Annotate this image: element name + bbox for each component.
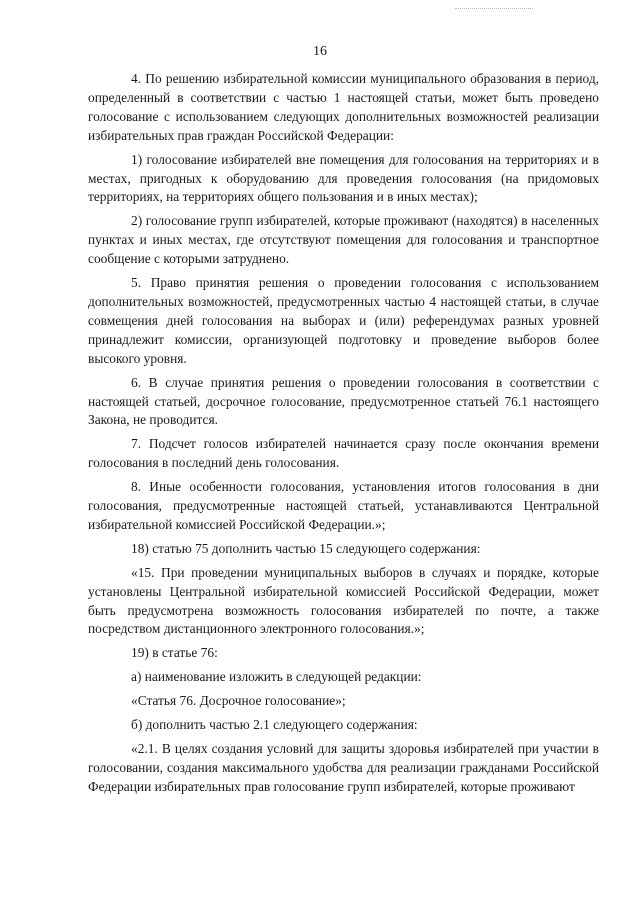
page-number: 16 [313,44,327,59]
paragraph-item-2: 2) голосование групп избирателей, которые проживают (находятся) в населенных пунктах и иных местах, где отсутствуют помещения для голосования и транспортное сообщение с которыми затруднено. [88,213,599,267]
paragraph-part-5: 5. Право принятия решения о проведении голосования с использованием дополнительных возможностей, предусмотренных частью 4 настоящей статьи, в случае совмещения дней голосования на выборах и (или) референдумах разных уровней принадлежит комиссии, организующей подготовку и проведение выборов более высокого уровня. [88,275,599,366]
document-body [88,70,599,802]
paragraph-item-1: 1) голосование избирателей вне помещения для голосования на территориях и в местах, пригодных к оборудованию для проведения голосования (на придомовых территориях, на территориях общего пользования и в иных местах); [88,151,599,205]
paragraph-item-18: 18) статью 75 дополнить частью 15 следующего содержания: [131,540,481,556]
paragraph-item-19: 19) в статье 76: [131,645,218,661]
paragraph-subitem-b: б) дополнить частью 2.1 следующего содержания: [131,717,418,733]
paragraph-quote-2-1: «2.1. В целях создания условий для защиты здоровья избирателей при участии в голосовании, создания максимального удобства для реализации гражданами Российской Федерации избирательных прав голосование групп избирателей, которые проживают [88,741,599,794]
paragraph-article-76-title: «Статья 76. Досрочное голосование»; [131,693,346,709]
paragraph-part-4: 4. По решению избирательной комиссии муниципального образования в период, определенный в соответствии с частью 1 настоящей статьи, может быть проведено голосование с использованием следующих дополнительных возможностей реализации избирательных прав граждан Российской Федерации: [88,71,599,143]
paragraph-part-6: 6. В случае принятия решения о проведении голосования в соответствии с настоящей статьей, досрочное голосование, предусмотренное статьей 76.1 настоящего Закона, не проводится. [88,374,599,428]
paragraph-subitem-a: а) наименование изложить в следующей редакции: [131,669,422,685]
paragraph-part-8: 8. Иные особенности голосования, установления итогов голосования в дни голосования, предусмотренные настоящей статьей, устанавливаются Центральной избирательной комиссией Российской Федерации.»; [88,479,599,532]
paragraph-part-7: 7. Подсчет голосов избирателей начинается сразу после окончания времени голосования в последний день голосования. [88,436,599,471]
scan-artifact-line [455,8,533,9]
paragraph-quote-15: «15. При проведении муниципальных выборов в случаях и порядке, которые установлены Центральной избирательной комиссией Российской Федерации, может быть предусмотрена возможность голосования избирателей по почте, а также посредством дистанционного электронного голосования.»; [88,564,599,637]
